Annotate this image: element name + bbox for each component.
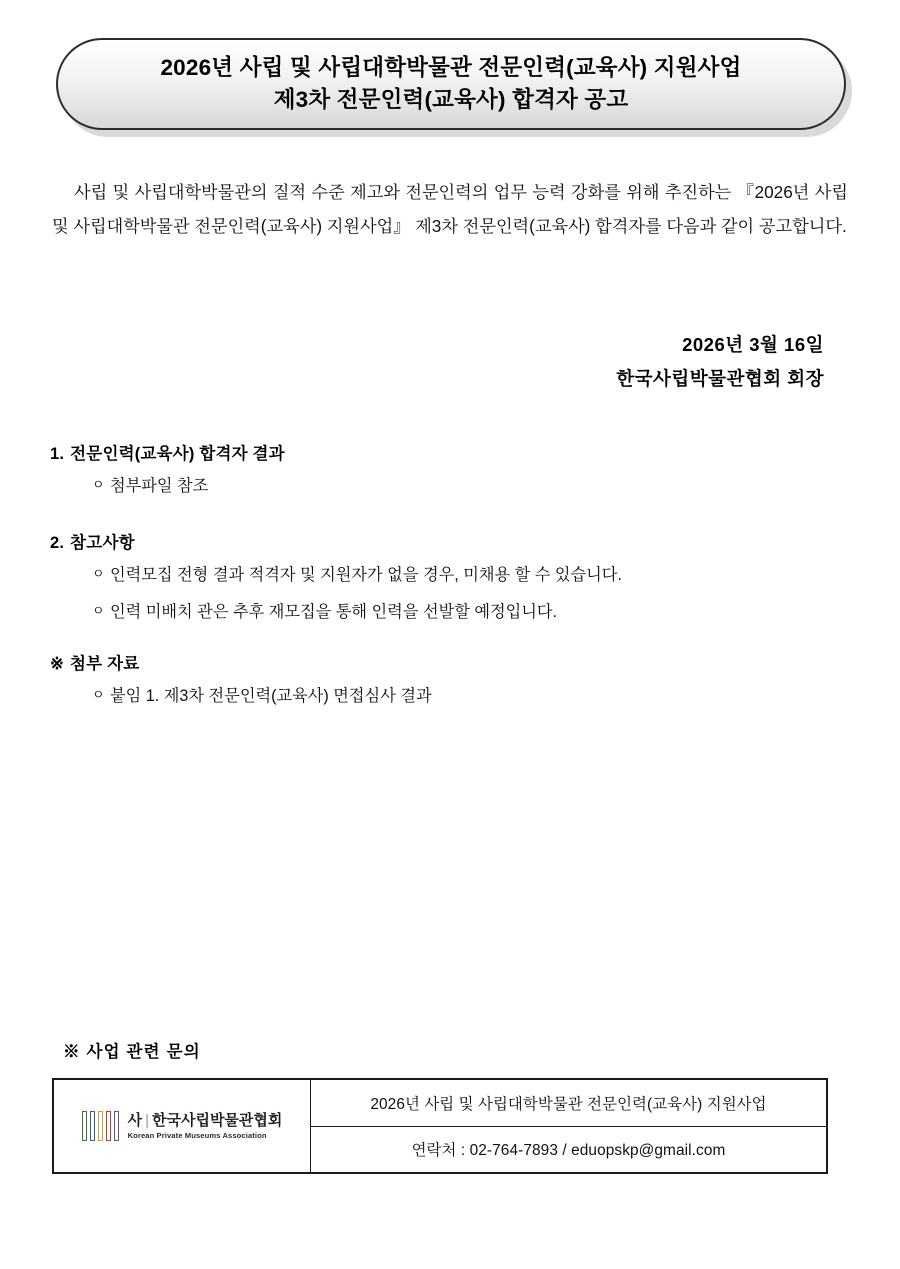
list-item-text: 인력모집 전형 결과 적격자 및 지원자가 없을 경우, 미채용 할 수 있습니다. (110, 566, 622, 584)
announcement-date: 2026년 3월 16일 (682, 334, 824, 355)
association-logo (54, 1111, 310, 1141)
contact-section-label: ※ 사업 관련 문의 (63, 1043, 201, 1061)
section-heading (50, 529, 850, 553)
section-title: 전문인력(교육사) 합격자 결과 (70, 445, 285, 463)
logo-name-prefix: 사 (127, 1112, 143, 1130)
section-title: 참고사항 (70, 534, 135, 552)
section-title: 첨부 자료 (70, 655, 140, 673)
announcement-signer: 한국사립박물관협회 회장 (616, 368, 824, 390)
section-results (50, 440, 850, 511)
contact-table (52, 1078, 828, 1174)
date-signature-block (52, 328, 824, 396)
bullet-marker: ㅇ (92, 477, 105, 492)
title-banner (56, 38, 846, 130)
table-row (54, 1080, 827, 1127)
title-line-1: 2026년 사립 및 사립대학박물관 전문인력(교육사) 지원사업 (160, 55, 742, 81)
logo-bars-icon (82, 1111, 119, 1141)
title-line-2: 제3차 전문인력(교육사) 합격자 공고 (273, 87, 629, 112)
section-heading (50, 440, 850, 464)
section-number: 1. (50, 445, 65, 463)
list-item (50, 563, 850, 588)
section-heading (50, 650, 850, 674)
logo-text (128, 1112, 283, 1139)
logo-name-kr (128, 1112, 283, 1129)
intro-paragraph (52, 176, 848, 243)
list-item (50, 600, 850, 625)
list-item (50, 684, 850, 709)
intro-text: 사립 및 사립대학박물관의 질적 수준 제고와 전문인력의 업무 능력 강화를 위해 추진하는 『2026년 사립 및 사립대학박물관 전문인력(교육사) 지원사업』 제3차 전문인력(교육사) 합격자를 다음과 같이 공고합니다. (52, 182, 848, 236)
section-notes (50, 529, 850, 637)
bullet-marker: ㅇ (92, 566, 105, 581)
logo-name-main: 한국사립박물관협회 (151, 1112, 283, 1130)
list-item-text: 붙임 1. 제3차 전문인력(교육사) 면접심사 결과 (110, 687, 432, 705)
bullet-marker: ㅇ (92, 603, 105, 619)
logo-divider: | (145, 1112, 149, 1130)
list-item-text: 인력 미배치 관은 추후 재모집을 통해 인력을 선발할 예정입니다. (110, 603, 558, 622)
section-attachments (50, 650, 850, 721)
section-number: ※ (50, 655, 65, 673)
bullet-marker: ㅇ (92, 687, 105, 702)
logo-name-en: Korean Private Museums Association (127, 1130, 267, 1140)
program-name-cell: 2026년 사립 및 사립대학박물관 전문인력(교육사) 지원사업 (311, 1080, 827, 1127)
contact-info-cell: 연락처 : 02-764-7893 / eduopskp@gmail.com (311, 1126, 827, 1173)
section-number: 2. (50, 534, 65, 552)
list-item (50, 474, 850, 499)
list-item-text: 첨부파일 참조 (110, 477, 209, 495)
association-logo-cell (54, 1080, 311, 1173)
